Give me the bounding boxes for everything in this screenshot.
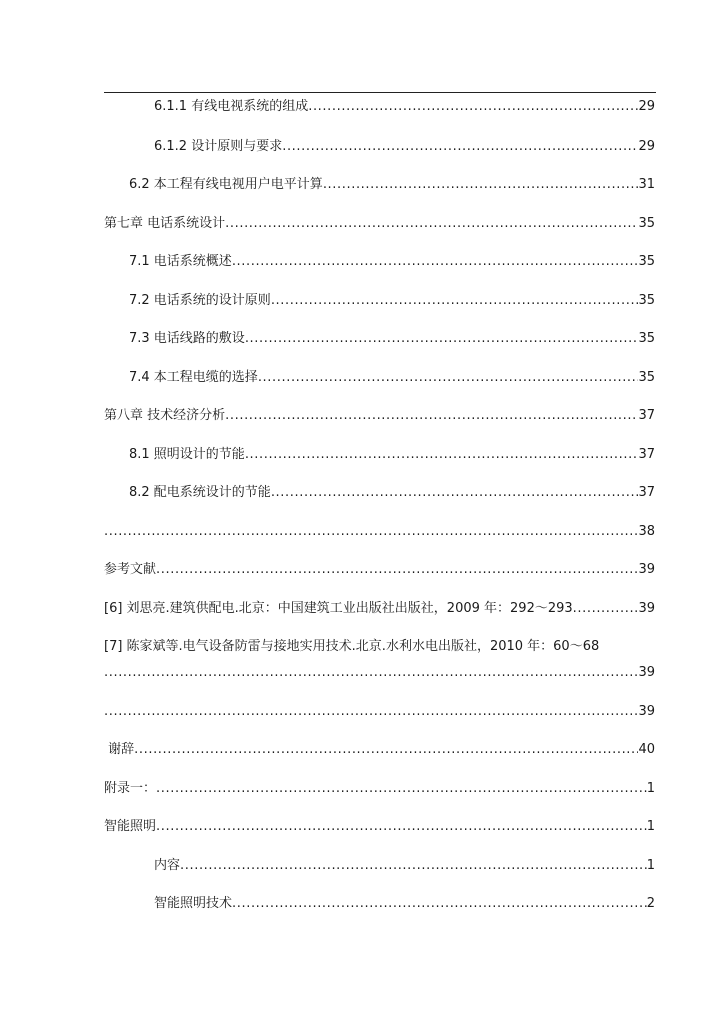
toc-entry-page: 29 bbox=[638, 139, 655, 154]
toc-entry-title: 附录一： bbox=[104, 781, 157, 796]
toc-leader bbox=[245, 330, 639, 348]
toc-entry-page: 35 bbox=[638, 254, 655, 269]
toc-entry-6-1-1[interactable] bbox=[154, 98, 655, 116]
toc-leader bbox=[225, 407, 638, 425]
toc-entry-page: 35 bbox=[638, 216, 655, 231]
toc-entry-page: 37 bbox=[638, 485, 655, 500]
toc-entry-title: 7.4 本工程电缆的选择 bbox=[129, 370, 258, 385]
toc-entry-smart-lighting[interactable] bbox=[104, 818, 655, 836]
toc-leader bbox=[225, 215, 638, 233]
toc-entry-page: 1 bbox=[646, 781, 655, 796]
toc-entry-7-1[interactable] bbox=[129, 253, 655, 271]
toc-entry-page: 39 bbox=[638, 704, 655, 719]
toc-entry-6-2[interactable] bbox=[129, 176, 655, 194]
toc-entry-title: [6] 刘思亮.建筑供配电.北京：中国建筑工业出版社出版社，2009 年：292～293 bbox=[104, 601, 573, 616]
toc-entry-title: 8.2 配电系统设计的节能 bbox=[129, 485, 271, 500]
toc-entry-reference-7-continuation[interactable] bbox=[104, 664, 655, 682]
toc-entry-page: 1 bbox=[646, 858, 655, 873]
toc-leader bbox=[156, 818, 647, 836]
toc-entry-title: 智能照明 bbox=[104, 819, 157, 834]
toc-entry-untitled-38[interactable] bbox=[104, 523, 655, 541]
toc-leader bbox=[232, 895, 647, 913]
toc-leader bbox=[308, 98, 638, 116]
toc-leader bbox=[156, 780, 647, 798]
toc-entry-title: 第七章 电话系统设计 bbox=[104, 216, 226, 231]
toc-entry-7-3[interactable] bbox=[129, 330, 655, 348]
toc-entry-8-1[interactable] bbox=[129, 446, 655, 464]
toc-entry-references[interactable] bbox=[104, 561, 655, 579]
toc-entry-6-1-2[interactable] bbox=[154, 138, 655, 156]
toc-entry-title: 6.1.2 设计原则与要求 bbox=[154, 139, 283, 154]
toc-entry-page: 40 bbox=[638, 742, 655, 757]
toc-entry-page: 31 bbox=[638, 177, 655, 192]
toc-entry-chapter-7[interactable] bbox=[104, 215, 655, 233]
toc-leader bbox=[271, 484, 639, 502]
toc-entry-page: 39 bbox=[638, 562, 655, 577]
toc-entry-title: 7.3 电话线路的敷设 bbox=[129, 331, 245, 346]
toc-entry-page: 37 bbox=[638, 447, 655, 462]
toc-entry-content[interactable] bbox=[154, 857, 655, 875]
toc-entry-reference-6[interactable] bbox=[104, 600, 655, 618]
toc-entry-smart-lighting-technology[interactable] bbox=[154, 895, 655, 913]
toc-leader bbox=[104, 523, 638, 541]
toc-entry-title: 内容 bbox=[154, 858, 181, 873]
toc-entry-page: 2 bbox=[646, 896, 655, 911]
toc-entry-title: 智能照明技术 bbox=[154, 896, 233, 911]
toc-entry-page: 39 bbox=[638, 601, 655, 616]
toc-entry-page: 35 bbox=[638, 293, 655, 308]
toc-entry-page: 38 bbox=[638, 524, 655, 539]
toc-leader bbox=[156, 561, 638, 579]
toc-entry-title: 6.2 本工程有线电视用户电平计算 bbox=[129, 177, 323, 192]
toc-entry-title: 7.1 电话系统概述 bbox=[129, 254, 232, 269]
toc-entry-title: 7.2 电话系统的设计原则 bbox=[129, 293, 271, 308]
toc-entry-7-4[interactable] bbox=[129, 369, 655, 387]
toc-entry-title: 参考文献 bbox=[104, 562, 157, 577]
toc-leader bbox=[134, 741, 638, 759]
toc-leader bbox=[180, 857, 647, 875]
toc-leader bbox=[245, 446, 639, 464]
toc-leader bbox=[258, 369, 639, 387]
toc-entry-8-2[interactable] bbox=[129, 484, 655, 502]
toc-entry-page: 35 bbox=[638, 370, 655, 385]
toc-leader bbox=[282, 138, 638, 156]
toc-entry-title: 谢辞 bbox=[104, 742, 135, 757]
toc-leader bbox=[573, 600, 639, 618]
toc-entry-page: 37 bbox=[638, 408, 655, 423]
toc-entry-page: 35 bbox=[638, 331, 655, 346]
toc-entry-page: 1 bbox=[646, 819, 655, 834]
toc-leader bbox=[104, 664, 638, 682]
toc-entry-appendix-1[interactable] bbox=[104, 780, 655, 798]
toc-entry-acknowledgements[interactable] bbox=[104, 741, 655, 759]
toc-entry-title: 第八章 技术经济分析 bbox=[104, 408, 226, 423]
toc-entry-chapter-8[interactable] bbox=[104, 407, 655, 425]
toc-leader bbox=[232, 253, 639, 271]
toc-entry-reference-7-title[interactable]: [7] 陈家斌等.电气设备防雷与接地实用技术.北京.水利水电出版社，2010 年：60～68 bbox=[104, 639, 600, 654]
toc-entry-title: 6.1.1 有线电视系统的组成 bbox=[154, 99, 309, 114]
toc-leader bbox=[104, 703, 638, 721]
toc-entry-7-2[interactable] bbox=[129, 292, 655, 310]
toc-entry-page: 39 bbox=[638, 665, 655, 680]
toc-entry-page: 29 bbox=[638, 99, 655, 114]
toc-leader bbox=[323, 176, 639, 194]
toc-entry-untitled-39[interactable] bbox=[104, 703, 655, 721]
toc-entry-title: 8.1 照明设计的节能 bbox=[129, 447, 245, 462]
toc-leader bbox=[271, 292, 639, 310]
